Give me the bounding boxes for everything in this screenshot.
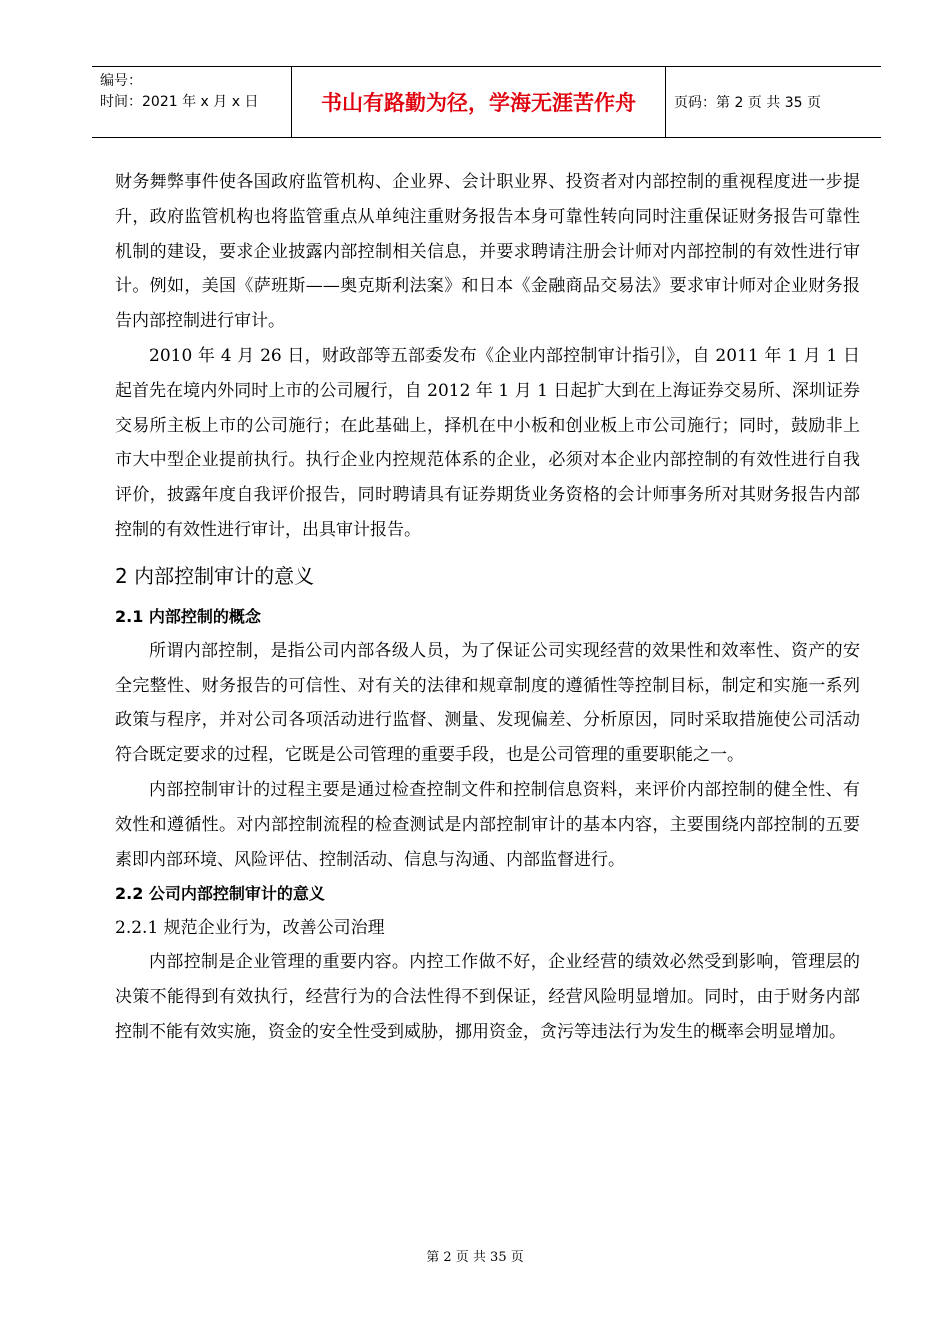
header-motto: 书山有路勤为径，学海无涯苦作舟 <box>292 67 666 137</box>
paragraph: 2010 年 4 月 26 日，财政部等五部委发布《企业内部控制审计指引》，自 2011 年 1 月 1 日起首先在境内外同时上市的公司履行，自 2012 年 1 月 1 日起扩大到在上海证券交易所、深圳证券交易所主板上市的公司施行；在此基础上，择机在中小板和创业板上市公司施行；同时，鼓励非上市大中型企业提前执行。执行企业内控规范体系的企业，必须对本企业内部控制的有效性进行自我评价，披露年度自我评价报告，同时聘请具有证券期货业务资格的会计师事务所对其财务报告内部控制的有效性进行审计，出具审计报告。 <box>115 345 860 540</box>
section-heading: 2 内部控制审计的意义 <box>115 563 315 588</box>
subsection-heading: 2.1 内部控制的概念 <box>115 606 261 626</box>
page-footer: 第 2 页 共 35 页 <box>426 1250 524 1265</box>
paragraph: 所谓内部控制，是指公司内部各级人员，为了保证公司实现经营的效果性和效率性、资产的安全完整性、财务报告的可信性、对有关的法律和规章制度的遵循性等控制目标，制定和实施一系列政策与程序，并对公司各项活动进行监督、测量、发现偏差、分析原因，同时采取措施使公司活动符合既定要求的过程，它既是公司管理的重要手段，也是公司管理的重要职能之一。 <box>115 640 860 766</box>
number-label: 编号： <box>100 73 142 89</box>
paragraph: 内部控制审计的过程主要是通过检查控制文件和控制信息资料，来评价内部控制的健全性、有效性和遵循性。对内部控制流程的检查测试是内部控制审计的基本内容，主要围绕内部控制的五要素即内部环境、风险评估、控制活动、信息与沟通、内部监督进行。 <box>115 779 860 870</box>
subsection-heading: 2.2 公司内部控制审计的意义 <box>115 884 325 904</box>
time-label: 时间：2021 年 x 月 x 日 <box>100 94 259 110</box>
document-body <box>115 165 860 1050</box>
paragraph: 财务舞弊事件使各国政府监管机构、企业界、会计职业界、投资者对内部控制的重视程度进一步提升，政府监管机构也将监管重点从单纯注重财务报告本身可靠性转向同时注重保证财务报告可靠性机制的建设，要求企业披露内部控制相关信息，并要求聘请注册会计师对内部控制的有效性进行审计。例如，美国《萨班斯——奥克斯利法案》和日本《金融商品交易法》要求审计师对企业财务报告内部控制进行审计。 <box>115 172 860 332</box>
paragraph: 内部控制是企业管理的重要内容。内控工作做不好，企业经营的绩效必然受到影响，管理层的决策不能得到有效执行，经营行为的合法性得不到保证，经营风险明显增加。同时，由于财务内部控制不能有效实施，资金的安全性受到威胁，挪用资金，贪污等违法行为发生的概率会明显增加。 <box>115 952 860 1042</box>
subsubsection-heading: 2.2.1 规范企业行为，改善公司治理 <box>115 918 385 939</box>
page-header <box>92 66 881 138</box>
header-meta <box>92 67 292 137</box>
header-page-info: 页码：第 2 页 共 35 页 <box>674 95 821 111</box>
